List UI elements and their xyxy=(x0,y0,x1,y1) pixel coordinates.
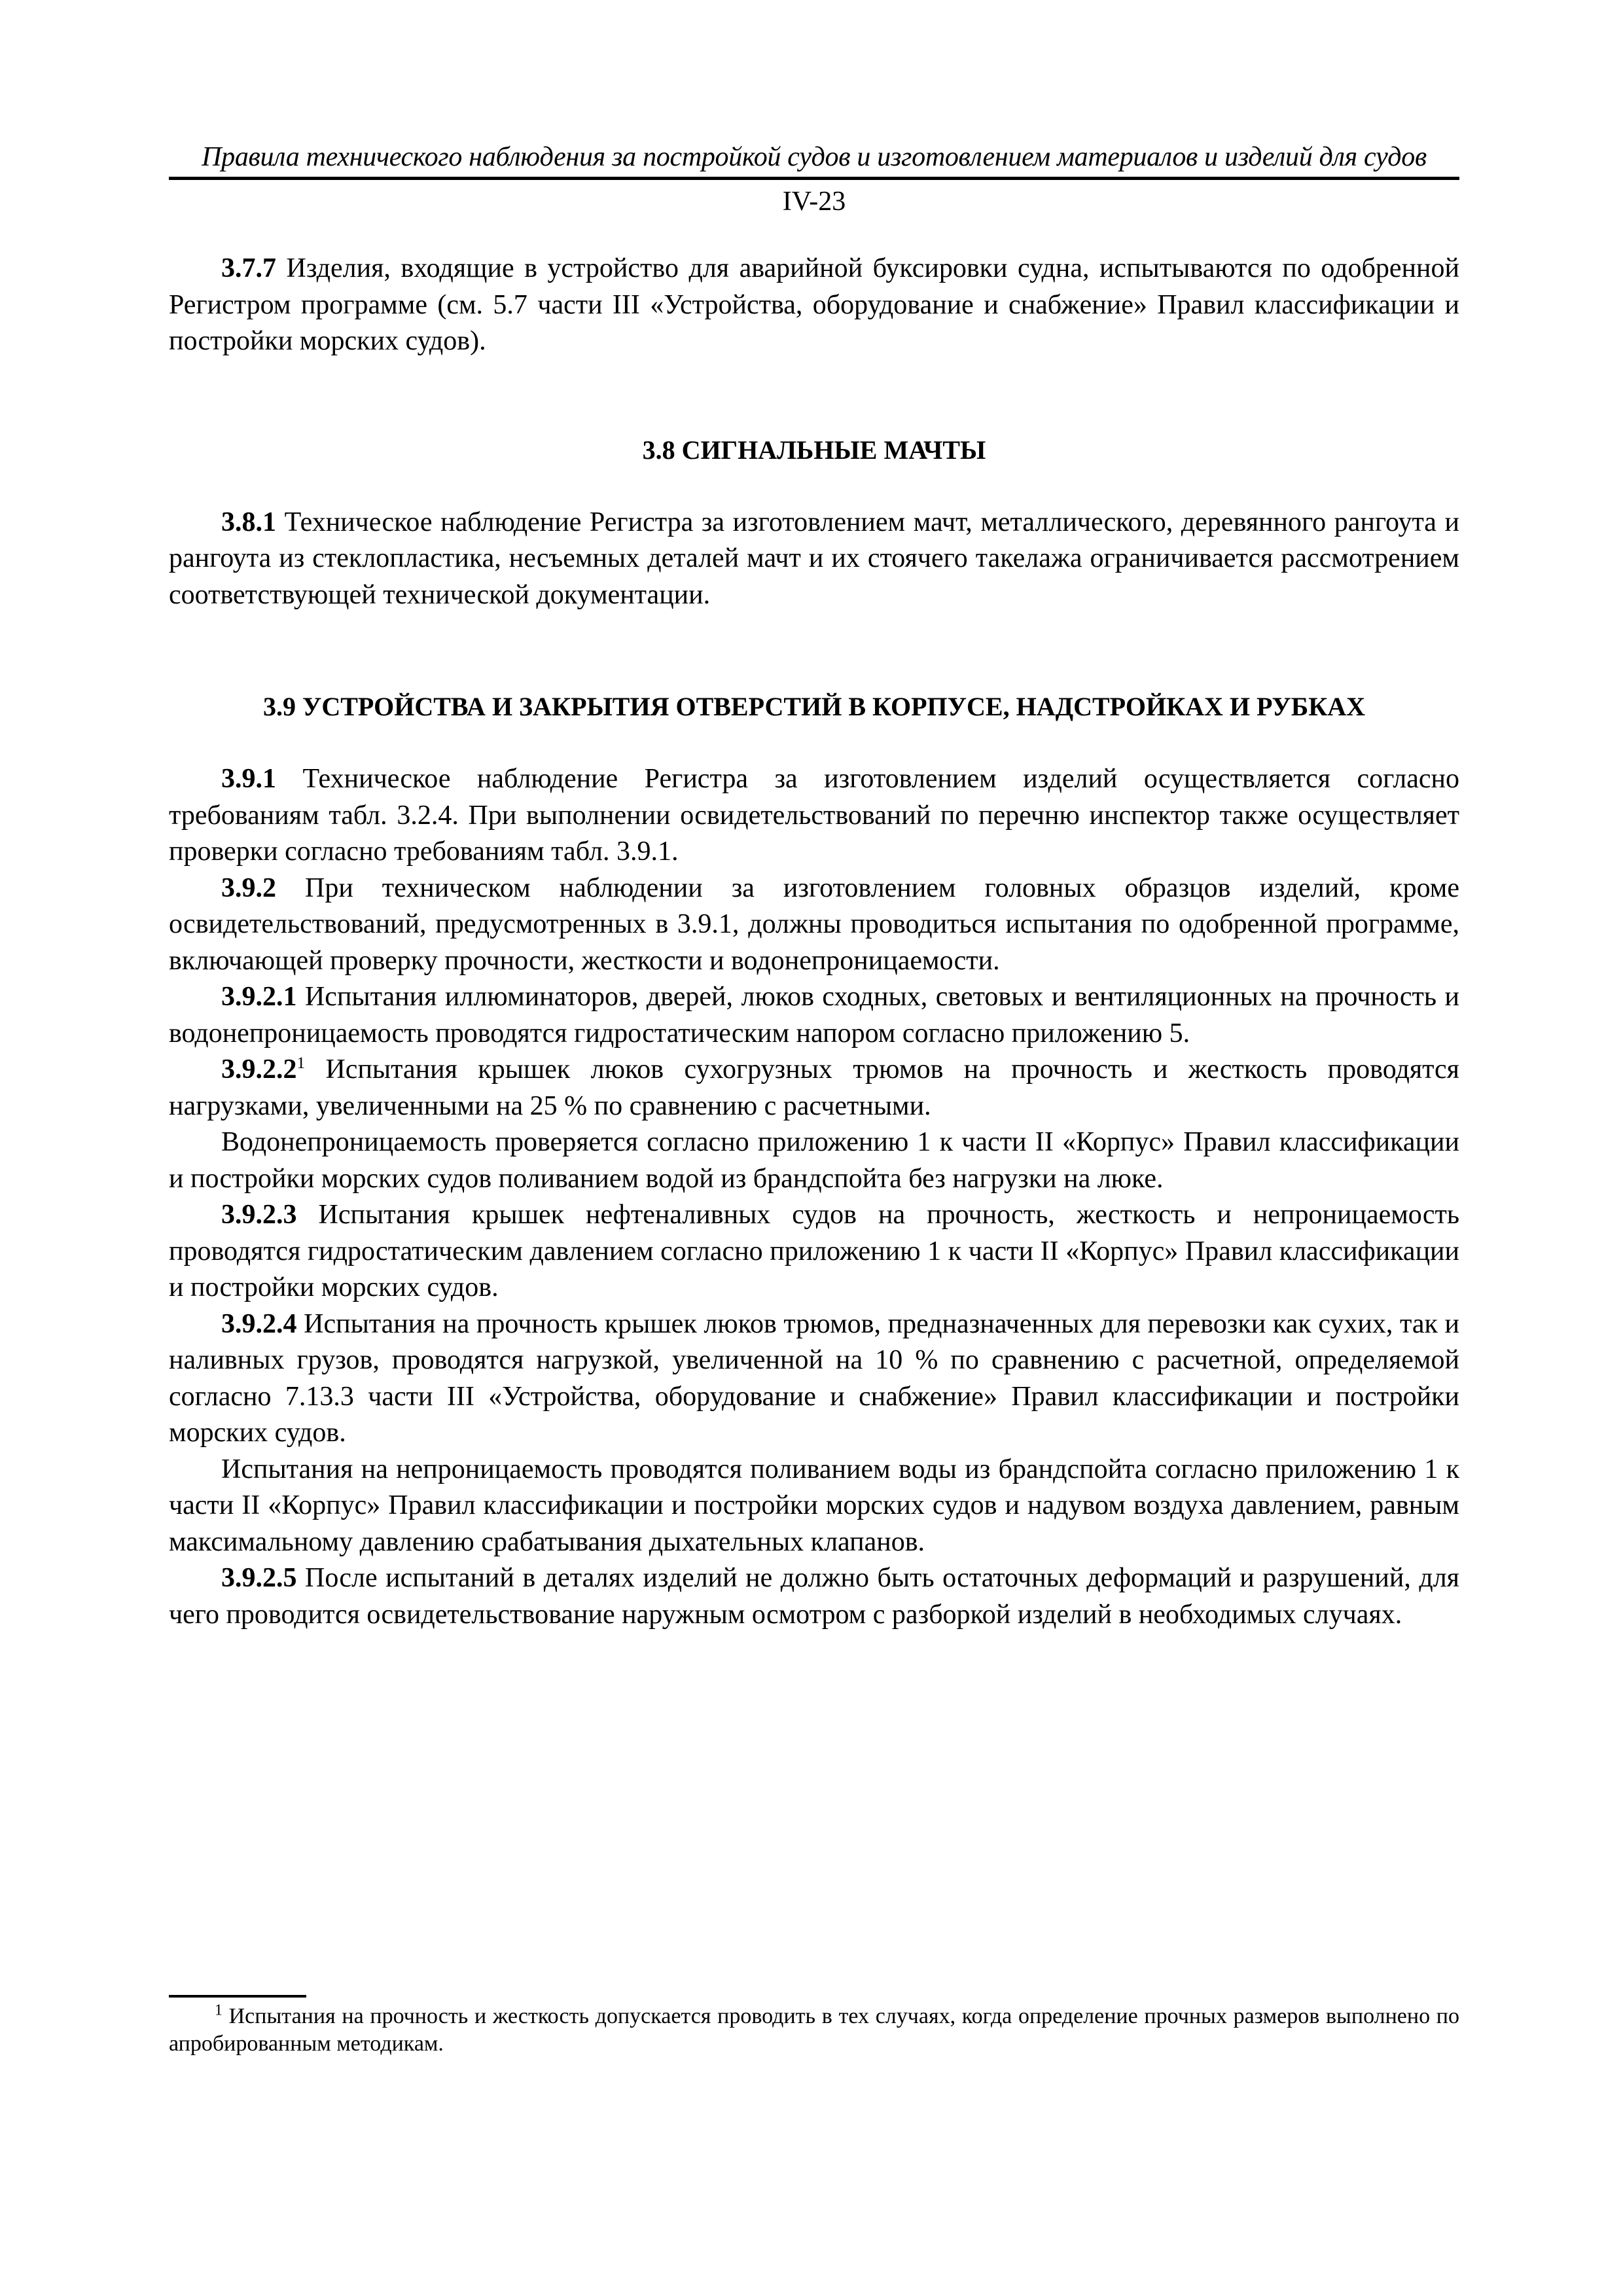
section-number: 3.9.2.3 xyxy=(221,1200,297,1230)
paragraph-text: При техническом наблюдении за изготовлением головных образцов изделий, кроме освидетельствований, предусмотренных в 3.9.1, должны проводиться испытания по одобренной программе, включающей проверку прочности, жесткости и водонепроницаемости. xyxy=(169,872,1459,976)
paragraph-3-9-2-1 xyxy=(169,979,1459,1052)
page-number: IV-23 xyxy=(782,187,846,217)
paragraph-text: Изделия, входящие в устройство для аварийной буксировки судна, испытываются по одобренной Регистром программе (см. 5.7 части III «Устройства, оборудование и снабжение» Правил классификации и постройки морских судов). xyxy=(169,253,1459,356)
footnote-reference[interactable]: 1 xyxy=(296,1054,306,1072)
paragraph-text: Техническое наблюдение Регистра за изготовлением мачт, металлического, деревянного рангоута и рангоута из стеклопластика, несъемных деталей мачт и их стоячего такелажа ограничивается рассмотрением соответствующей технической документации. xyxy=(169,507,1459,610)
paragraph-text: Испытания крышек нефтеналивных судов на прочность, жесткость и непроницаемость проводятся гидростатическим давлением согласно приложению 1 к части II «Корпус» Правил классификации и постройки морских судов. xyxy=(169,1200,1459,1302)
paragraph-text: Испытания на прочность крышек люков трюмов, предназначенных для перевозки как сухих, так и наливных грузов, проводятся нагрузкой, увеличенной на 10 % по сравнению с расчетной, определяемой согласно 7.13.3 части III «Устройства, оборудование и снабжение» Правил классификации и постройки морских судов. xyxy=(169,1308,1459,1448)
body-text xyxy=(169,251,1459,1633)
paragraph-3-9-2 xyxy=(169,870,1459,980)
paragraph-tightness-tests: Испытания на непроницаемость проводятся поливанием воды из брандспойта согласно приложению 1 к части II «Корпус» Правил классификации и постройки морских судов и надувом воздуха давлением, равным максимальному давлению срабатывания дыхательных клапанов. xyxy=(169,1454,1459,1557)
paragraph-3-9-2-3 xyxy=(169,1197,1459,1306)
paragraph-watertightness: Водонепроницаемость проверяется согласно приложению 1 к части II «Корпус» Правил классификации и постройки морских судов поливанием водой из брандспойта без нагрузки на люке. xyxy=(169,1127,1459,1194)
paragraph-3-9-2-2 xyxy=(169,1052,1459,1124)
section-number: 3.9.2.1 xyxy=(221,982,297,1012)
section-heading-3-8: 3.8 СИГНАЛЬНЫЕ МАЧТЫ xyxy=(642,435,986,465)
section-number: 3.7.7 xyxy=(221,253,276,283)
paragraph-text: Техническое наблюдение Регистра за изготовлением изделий осуществляется согласно требованиям табл. 3.2.4. При выполнении освидетельствований по перечню инспектор также осуществляет проверки согласно требованиям табл. 3.9.1. xyxy=(169,764,1459,867)
paragraph-3-9-2-4 xyxy=(169,1306,1459,1452)
paragraph-3-9-2-5 xyxy=(169,1560,1459,1633)
running-header: Правила технического наблюдения за постройкой судов и изготовлением материалов и изделий для судов xyxy=(202,142,1427,172)
section-number: 3.9.2.4 xyxy=(221,1308,297,1339)
section-heading-3-9: 3.9 УСТРОЙСТВА И ЗАКРЫТИЯ ОТВЕРСТИЙ В КОРПУСЕ, НАДСТРОЙКАХ И РУБКАХ xyxy=(262,692,1366,721)
paragraph-text: После испытаний в деталях изделий не должно быть остаточных деформаций и разрушений, для чего проводится освидетельствование наружным осмотром с разборкой изделий в необходимых случаях. xyxy=(169,1563,1459,1630)
paragraph-text: Испытания иллюминаторов, дверей, люков сходных, световых и вентиляционных на прочность и водонепроницаемость проводятся гидростатическим напором согласно приложению 5. xyxy=(169,982,1459,1049)
section-number: 3.9.2 xyxy=(221,872,276,903)
header-rule xyxy=(169,177,1459,180)
footnote xyxy=(169,2003,1459,2058)
section-number: 3.9.2.2 xyxy=(221,1054,297,1085)
paragraph-3-9-1 xyxy=(169,761,1459,870)
paragraph-text: Испытания крышек люков сухогрузных трюмов на прочность и жесткость проводятся нагрузками, увеличенными на 25 % по сравнению с расчетными. xyxy=(169,1054,1459,1121)
paragraph-3-8-1 xyxy=(169,505,1459,614)
paragraph-3-7-7 xyxy=(169,251,1459,360)
section-number: 3.9.1 xyxy=(221,764,276,794)
section-number: 3.8.1 xyxy=(221,507,276,537)
footnote-text: Испытания на прочность и жесткость допускается проводить в тех случаях, когда определение прочных размеров выполнено по апробированным методикам. xyxy=(169,2004,1459,2056)
footnote-rule xyxy=(169,1995,306,1998)
footnote-marker: 1 xyxy=(215,2001,223,2019)
section-number: 3.9.2.5 xyxy=(221,1563,297,1593)
